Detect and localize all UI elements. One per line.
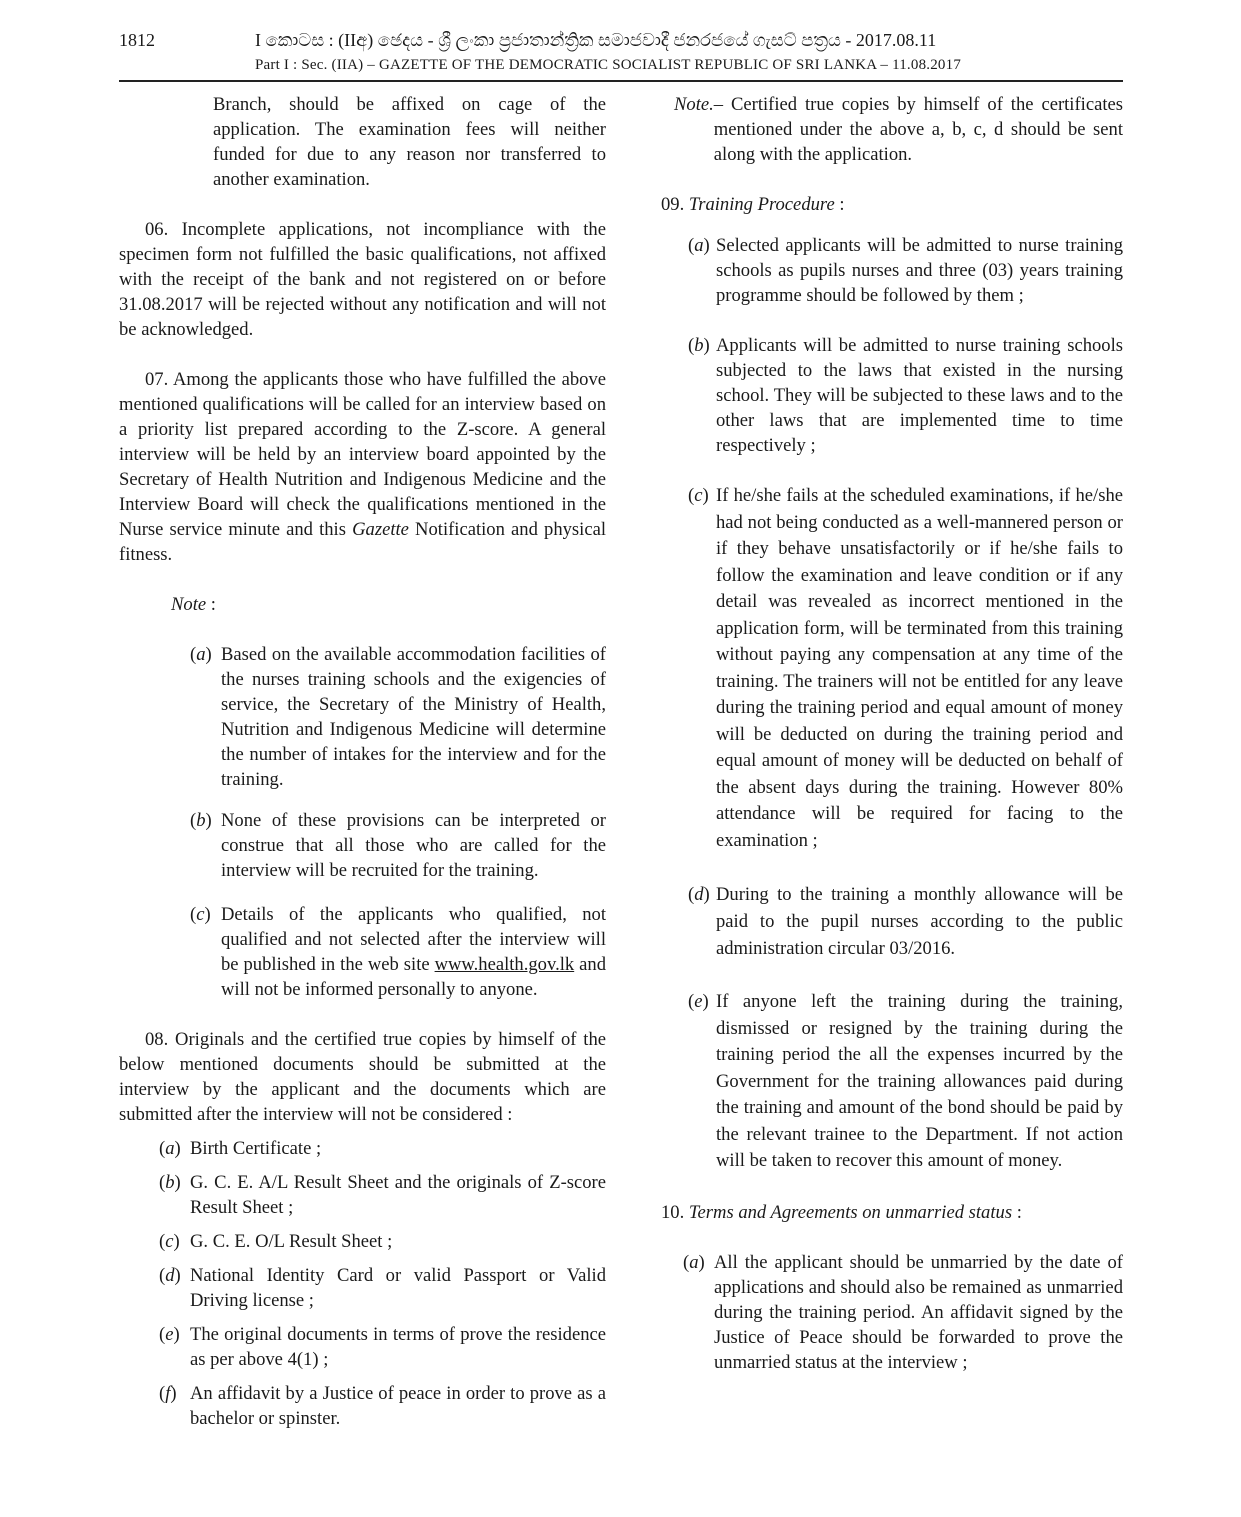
section-09-heading: 09. Training Procedure : (661, 194, 845, 215)
training-item-e: (e) If anyone left the training during the training, dismissed or resigned by the training during the training period the all the expenses incurred by the Government for the training allowances paid during the training and amount of the bond should be paid by the relevant trainee to the Department. If not action will be taken to recover this amount of money. (688, 991, 1123, 1171)
note-item-b: (b) None of these provisions can be interpreted or construe that all those who are called for the interview will be recruited for the training. (190, 810, 606, 881)
training-item-a: (a) Selected applicants will be admitted to nurse training schools as pupils nurses and three (03) years training programme should be followed by them ; (688, 235, 1123, 306)
certified-copies-note: Note. – Certified true copies by himself of the certificates mentioned under the above a, b, c, d should be sent along with the application. (674, 94, 1123, 165)
page-number: 1812 (119, 30, 155, 50)
paragraph-07: 07. Among the applicants those who have fulfilled the above mentioned qualifications will be called for an interview based on a priority list prepared according to the Z-score. A general interview will be held by an interview board appointed by the Secretary of Health Nutrition and Indigenous Medicine and the Interview Board will check the qualifications mentioned in the Nurse service minute and this Gazette Notification and physical fitness. (119, 369, 606, 565)
document-item-a: (a) Birth Certificate ; (159, 1138, 322, 1159)
document-item-e: (e) The original documents in terms of prove the residence as per above 4(1) ; (159, 1324, 606, 1370)
note-heading: Note : (171, 594, 216, 615)
header-sinhala-line: I කොටස : (IIඅ) ඡෙදය - ශ්‍රී ලංකා ප්‍රජාතාන්ත්‍රික සමාජවාදී ජනරජයේ ගැසට් පත්‍රය - 2017.08.11 (255, 30, 937, 50)
header-english-line: Part I : Sec. (IIA) – GAZETTE OF THE DEMOCRATIC SOCIALIST REPUBLIC OF SRI LANKA – 11.08.2017 (255, 57, 962, 73)
section-10-heading: 10. Terms and Agreements on unmarried status : (661, 1201, 1022, 1223)
right-column (661, 92, 1123, 1375)
paragraph-08: 08. Originals and the certified true copies by himself of the below mentioned documents should be submitted at the interview by the applicant and the documents which are submitted after the interview will not be considered : (119, 1029, 606, 1125)
note-item-a: (a) Based on the available accommodation facilities of the nurses training schools and the exigencies of service, the Secretary of the Ministry of Health, Nutrition and Indigenous Medicine will determine the number of intakes for the interview and for the training. (190, 644, 606, 790)
training-item-d: (d) During to the training a monthly allowance will be paid to the pupil nurses according to the public administration circular 03/2016. (688, 884, 1123, 959)
header-rule (119, 80, 1123, 82)
note-item-c: (c) Details of the applicants who qualified, not qualified and not selected after the interview will be published in the web site www.health.gov.lk and will not be informed personally to anyone. (190, 904, 606, 1000)
continued-paragraph: Branch, should be affixed on cage of the application. The examination fees will neither funded for due to any reason nor transferred to another examination. (213, 94, 606, 190)
left-column (119, 92, 606, 1431)
document-item-c: (c) G. C. E. O/L Result Sheet ; (159, 1231, 393, 1252)
training-item-b: (b) Applicants will be admitted to nurse training schools subjected to the laws that existed in the nursing school. They will be subjected to these laws and to the other laws that are implemented time to time respectively ; (688, 335, 1123, 456)
document-item-d: (d) National Identity Card or valid Passport or Valid Driving license ; (159, 1265, 606, 1311)
unmarried-item-a: (a) All the applicant should be unmarried by the date of applications and should also be remained as unmarried during the training period. An affidavit signed by the Justice of Peace should be forwarded to prove the unmarried status at the interview ; (683, 1251, 1123, 1373)
document-item-f: (f) An affidavit by a Justice of peace in order to prove as a bachelor or spinster. (159, 1383, 606, 1429)
health-website-link[interactable]: www.health.gov.lk (434, 954, 575, 975)
training-item-c: (c) If he/she fails at the scheduled examinations, if he/she had not being conducted as a well-mannered person or if they behave unsatisfactorily or if he/she fails to follow the examination and leave condition or if any detail was revealed as incorrect mentioned in the application form, will be terminated from this training without paying any compensation at any time of the training. The trainers will not be entitled for any leave during the training period and equal amount of money will be deducted on during the training period and equal amount of money will be deducted on behalf of the absent days during the training. However 80% attendance will be required for facing to the examination ; (688, 485, 1123, 851)
document-item-b: (b) G. C. E. A/L Result Sheet and the originals of Z-score Result Sheet ; (159, 1172, 606, 1218)
paragraph-06: 06. Incomplete applications, not incompliance with the specimen form not fulfilled the basic qualifications, not affixed with the receipt of the bank and not registered on or before 31.08.2017 will be rejected without any notification and will not be acknowledged. (119, 219, 606, 340)
